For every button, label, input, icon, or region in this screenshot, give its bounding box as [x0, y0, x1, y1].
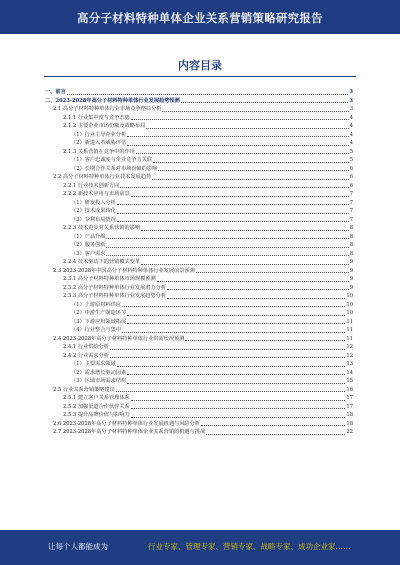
toc-entry[interactable] — [45, 326, 353, 335]
toc-entry-page: 5 — [349, 157, 353, 163]
dot-leader — [196, 272, 349, 273]
toc-entry-title: （3）下游应用领域拓展 — [71, 318, 127, 325]
toc-entry-page: 9 — [349, 259, 353, 265]
toc-entry-title: 2.6 2023-2028年高分子材料特种单体行业发展机遇与风险分析 — [53, 420, 200, 427]
toc-entry-title: 2.3.1 高分子材料特种单体市场规模预测 — [63, 276, 156, 282]
toc-entry[interactable] — [45, 207, 353, 216]
toc-entry-page: 3 — [349, 97, 353, 104]
toc-entry-page: 9 — [349, 276, 353, 282]
toc-entry-page: 18 — [346, 420, 353, 427]
toc-entry-page: 7 — [349, 199, 353, 206]
toc-entry[interactable] — [45, 267, 353, 276]
dot-leader — [117, 221, 349, 222]
toc-entry[interactable] — [45, 148, 353, 157]
toc-entry-title: 2.2.4 技术驱动下的营销模式变革 — [63, 259, 141, 265]
toc-entry[interactable] — [45, 352, 353, 361]
toc-entry-title: 2.2.3 技术进步对关系营销的影响 — [63, 225, 141, 231]
toc-entry-title: （1）研发投入分析 — [71, 199, 116, 206]
toc-entry[interactable] — [45, 258, 353, 267]
dot-leader — [106, 247, 348, 248]
toc-entry-page: 15 — [346, 378, 353, 384]
toc-entry-page: 8 — [349, 225, 353, 231]
toc-entry-title: （4）行业整合与集中 — [71, 327, 121, 333]
report-title: 高分子材料特种单体企业关系营销策略研究报告 — [77, 12, 323, 25]
toc-entry-title: 2.1 高分子材料特种单体行业市场竞争格局分析 — [53, 106, 162, 112]
dot-leader — [141, 230, 349, 231]
dot-leader — [136, 153, 349, 154]
dot-leader — [146, 128, 348, 129]
dot-leader — [127, 315, 345, 316]
dot-leader — [127, 383, 345, 384]
toc-entry[interactable] — [45, 403, 353, 412]
toc-entry-page: 9 — [349, 284, 353, 291]
toc-entry-title: 2.1.2 主要企业市场份额及战略布局 — [63, 123, 146, 129]
dot-leader — [206, 434, 345, 435]
toc-entry-title: （3）区域市场需求结构 — [71, 378, 127, 384]
toc-entry-title: 2.4 2023-2028年高分子材料特种单体行业供需状况预测 — [53, 335, 185, 342]
toc-entry-page: 7 — [349, 191, 353, 197]
dot-leader — [152, 179, 349, 180]
toc-entry-title: （1）产品升级 — [71, 233, 106, 240]
toc-entry-title: 二、2023-2028年高分子材料特种单体行业发展趋势预测 — [45, 97, 180, 104]
toc-entry-page: 17 — [346, 395, 353, 401]
toc-entry-page: 6 — [349, 174, 353, 180]
toc-entry-page: 3 — [349, 89, 353, 95]
toc-entry-title: （2）新进入者威胁评估 — [71, 140, 127, 146]
toc-entry-title: 2.2 高分子材料特种单体行业技术发展趋势 — [53, 174, 152, 180]
footer-tagline: 行业专家、管理专家、营销专家、战略专家、成功企业家…… — [148, 542, 351, 551]
toc-entry[interactable] — [45, 131, 353, 140]
toc-entry-title: 2.2.1 行业技术创新方向 — [63, 182, 120, 189]
toc-entry-page: 4 — [349, 140, 353, 146]
toc-entry-title: （1）行业主导企业分析 — [71, 131, 127, 138]
toc-entry-title: 2.5.1 建立客户关系管理体系 — [63, 395, 130, 401]
dot-leader — [110, 357, 345, 358]
toc-entry-page: 3 — [349, 106, 353, 112]
dot-leader — [127, 145, 349, 146]
toc-entry[interactable] — [45, 420, 353, 429]
toc-entry[interactable] — [45, 156, 353, 165]
toc-entry-title: （1）主要需求领域 — [71, 361, 116, 367]
toc-entry[interactable] — [45, 114, 353, 123]
toc-entry-page: 8 — [349, 250, 353, 257]
toc-entry-title: 2.5.3 提升品牌价值与影响力 — [63, 412, 130, 418]
toc-entry[interactable] — [45, 173, 353, 182]
toc-entry-page: 13 — [346, 361, 353, 367]
dot-leader — [106, 238, 348, 239]
toc-entry[interactable] — [45, 309, 353, 318]
toc-entry-page: 6 — [349, 165, 353, 172]
toc-entry-page: 17 — [346, 403, 353, 410]
dot-leader — [120, 187, 348, 188]
toc-entry-title: （1）上游原材料供应 — [71, 301, 121, 308]
toc-entry[interactable] — [45, 199, 353, 208]
toc-heading: 内容目录 — [178, 59, 222, 72]
toc-entry-page: 4 — [349, 131, 353, 138]
toc-entry-title: 2.7 2023-2028年高分子材料特种单体企业关系营销的机遇与挑战 — [53, 429, 206, 435]
toc-divider — [44, 76, 356, 77]
toc-entry-title: 2.1.3 关系营销在竞争中的作用 — [63, 148, 135, 155]
toc-entry-title: （2）中游生产制造环节 — [71, 310, 127, 316]
dot-leader — [127, 136, 349, 137]
toc-entry-page: 6 — [349, 182, 353, 189]
toc-entry[interactable] — [45, 105, 353, 114]
toc-entry-title: （2）服务创新 — [71, 242, 106, 248]
toc-entry-title: （2）需求增长驱动因素 — [71, 369, 127, 376]
toc-entry[interactable] — [45, 139, 353, 148]
toc-entry[interactable] — [45, 343, 353, 352]
toc-entry[interactable] — [45, 292, 353, 301]
dot-leader — [131, 400, 346, 401]
toc-entry[interactable] — [45, 428, 353, 437]
toc-entry[interactable] — [45, 335, 353, 344]
dot-leader — [131, 196, 349, 197]
toc-entry[interactable] — [45, 360, 353, 369]
toc-entry-page: 12 — [346, 352, 353, 359]
toc-entry-page: 12 — [346, 344, 353, 350]
dot-leader — [131, 408, 346, 409]
dot-leader — [122, 306, 345, 307]
toc-entry[interactable] — [45, 377, 353, 386]
toc-entry-title: 2.1.1 行业集中度与竞争态势 — [63, 114, 130, 121]
toc-entry-page: 10 — [346, 301, 353, 308]
footer-slogan: 让每个人都能成为 — [48, 542, 108, 551]
toc-entry[interactable] — [45, 224, 353, 233]
toc-entry-page: 11 — [346, 327, 353, 333]
dot-leader — [117, 366, 346, 367]
dot-leader — [106, 255, 348, 256]
toc-entry-page: 8 — [349, 233, 353, 240]
toc-entry-page: 4 — [349, 123, 353, 129]
dot-leader — [181, 102, 349, 103]
toc-entry-page: 14 — [346, 369, 353, 376]
dot-leader — [127, 374, 345, 375]
dot-leader — [167, 298, 345, 299]
toc-entry-title: （3）客户需求 — [71, 250, 106, 257]
dot-leader — [201, 425, 345, 426]
toc-entry[interactable] — [45, 97, 353, 106]
toc-entry-page: 18 — [346, 412, 353, 418]
toc-entry-page: 10 — [346, 293, 353, 299]
dot-leader — [162, 111, 348, 112]
toc-entry-page: 9 — [349, 267, 353, 274]
toc-entry[interactable] — [45, 318, 353, 327]
toc-entry-title: 2.3.2 高分子材料特种单体行业发展潜力分析 — [63, 284, 167, 291]
toc-entry-page: 8 — [349, 242, 353, 248]
dot-leader — [153, 162, 349, 163]
toc-entry-title: （2）技术成果转化 — [71, 208, 116, 214]
dot-leader — [116, 391, 346, 392]
toc-entry[interactable] — [45, 301, 353, 310]
toc-entry-title: 2.4.1 行业供给分析 — [63, 344, 109, 350]
toc-entry[interactable] — [45, 394, 353, 403]
header-banner — [0, 0, 400, 34]
toc-entry[interactable] — [45, 190, 353, 199]
dot-leader — [67, 94, 349, 95]
toc-entry[interactable] — [45, 250, 353, 259]
toc-entry-page: 7 — [349, 208, 353, 214]
dot-leader — [110, 349, 345, 350]
dot-leader — [158, 170, 348, 171]
toc-entry-title: 2.5 行业关系营销策略建议 — [53, 386, 115, 393]
footer-banner — [0, 530, 400, 565]
toc-entry[interactable] — [45, 241, 353, 250]
toc-entry-title: 2.3 2023-2028年中国高分子材料特种单体行业发展前景预测 — [53, 267, 195, 274]
toc-entry-page: 5 — [349, 148, 353, 155]
dot-leader — [157, 281, 349, 282]
toc-entry-page: 11 — [346, 335, 353, 342]
toc-entry-page: 11 — [346, 318, 353, 325]
toc-entry[interactable] — [45, 233, 353, 242]
toc-entry[interactable] — [45, 182, 353, 191]
dot-leader — [185, 340, 345, 341]
dot-leader — [117, 213, 349, 214]
toc-entry[interactable] — [45, 275, 353, 284]
dot-leader — [131, 119, 349, 120]
toc-entry[interactable] — [45, 386, 353, 395]
dot-leader — [117, 204, 349, 205]
toc-entry-title: （3）专利布局情况 — [71, 216, 116, 223]
toc-entry-title: 2.3.3 高分子材料特种单体行业发展趋势分析 — [63, 293, 167, 299]
toc-entry-title: 2.5.2 加强渠道合作伙伴关系 — [63, 403, 130, 410]
toc-entry-page: 16 — [346, 386, 353, 393]
toc-entry-page: 4 — [349, 114, 353, 121]
toc-entry-title: （1）客户忠诚度与企业竞争力关联 — [71, 157, 153, 163]
toc-entry-page: 7 — [349, 216, 353, 223]
toc-entry[interactable] — [45, 88, 353, 97]
toc-entry[interactable] — [45, 369, 353, 378]
table-of-contents — [45, 88, 353, 437]
dot-leader — [167, 289, 349, 290]
dot-leader — [141, 264, 349, 265]
dot-leader — [131, 417, 346, 418]
toc-entry-title: （2）长期合作关系对市场份额的影响 — [71, 165, 158, 172]
toc-entry[interactable] — [45, 122, 353, 131]
dot-leader — [122, 332, 345, 333]
toc-entry-title: 2.4.2 行业需求分析 — [63, 352, 109, 359]
toc-entry[interactable] — [45, 165, 353, 174]
toc-entry[interactable] — [45, 411, 353, 420]
toc-entry[interactable] — [45, 216, 353, 225]
toc-entry-title: 一、前言 — [45, 89, 66, 95]
toc-entry[interactable] — [45, 284, 353, 293]
toc-entry-page: 22 — [346, 429, 353, 435]
dot-leader — [127, 323, 345, 324]
toc-entry-title: 2.2.2 新技术应用与市场前景 — [63, 191, 130, 197]
toc-entry-page: 10 — [346, 310, 353, 316]
